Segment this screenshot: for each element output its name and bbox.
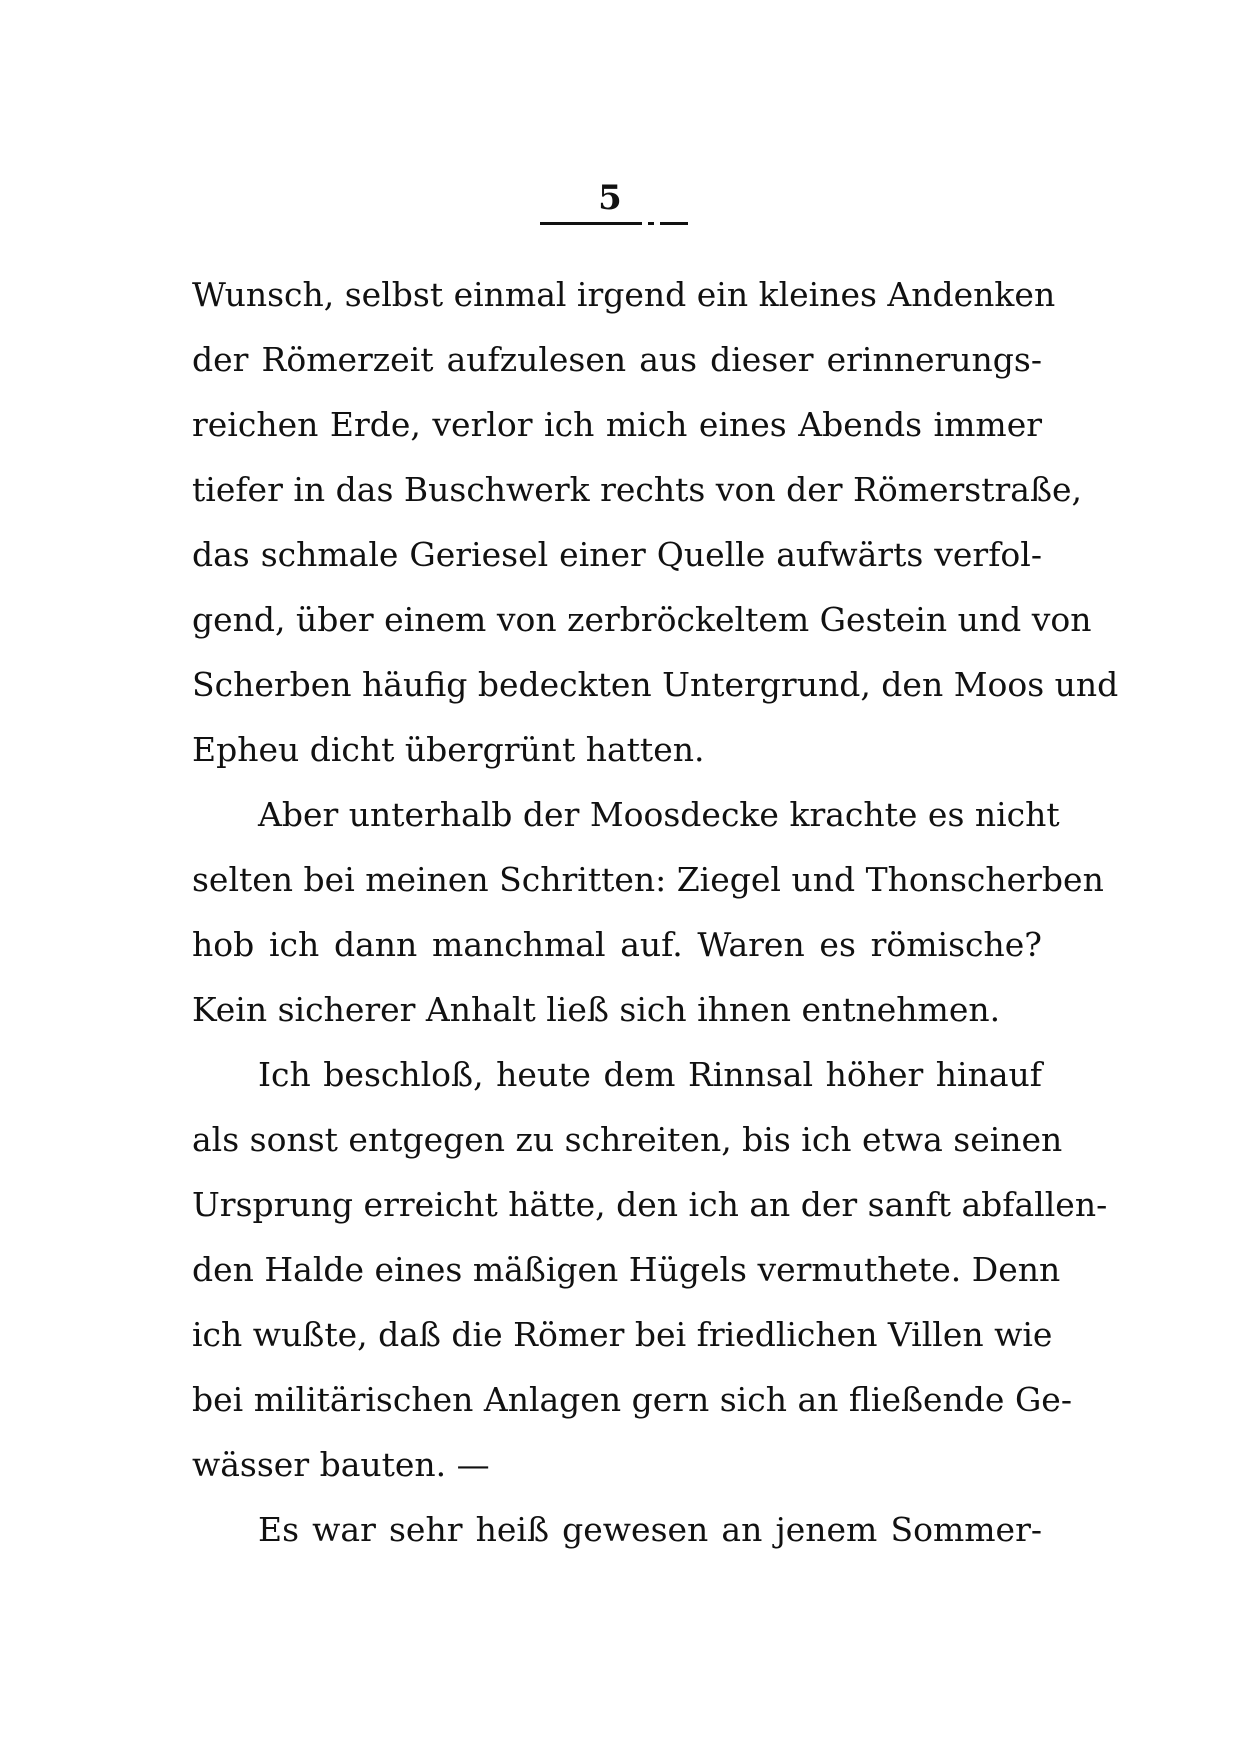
- text-line: Kein sicherer Anhalt ließ sich ihnen entnehmen.: [192, 990, 1001, 1029]
- text-line: Epheu dicht übergrünt hatten.: [192, 730, 705, 769]
- text-line: reichen Erde, verlor ich mich eines Abends immer: [192, 405, 1042, 444]
- text-line: als sonst entgegen zu schreiten, bis ich etwa seinen: [192, 1120, 1063, 1159]
- text-line: tiefer in das Buschwerk rechts von der Römerstraße,: [192, 470, 1083, 509]
- text-line: hob ich dann manchmal auf. Waren es römische?: [192, 925, 1042, 964]
- text-line: Es war sehr heiß gewesen an jenem Sommer-: [258, 1510, 1042, 1549]
- text-line: selten bei meinen Schritten: Ziegel und Thonscherben: [192, 860, 1104, 899]
- text-line: wässer bauten. —: [192, 1445, 490, 1484]
- body-text: [192, 262, 1119, 1562]
- header-rule-dash: [660, 222, 688, 225]
- text-line: gend, über einem von zerbröckeltem Gestein und von: [192, 600, 1092, 639]
- text-line: Ich beschloß, heute dem Rinnsal höher hinauf: [258, 1055, 1042, 1094]
- text-line: das schmale Geriesel einer Quelle aufwärts verfol-: [192, 535, 1042, 574]
- text-line: Ursprung erreicht hätte, den ich an der sanft abfallen-: [192, 1185, 1108, 1224]
- header-rule: [540, 222, 642, 225]
- text-line: der Römerzeit aufzulesen aus dieser erinnerungs-: [192, 340, 1042, 379]
- page-number: 5: [598, 178, 622, 218]
- text-line: bei militärischen Anlagen gern sich an fließende Ge-: [192, 1380, 1072, 1419]
- text-line: Aber unterhalb der Moosdecke krachte es nicht: [258, 795, 1060, 834]
- text-line: den Halde eines mäßigen Hügels vermuthete. Denn: [192, 1250, 1061, 1289]
- text-line: Wunsch, selbst einmal irgend ein kleines Andenken: [192, 275, 1056, 314]
- text-line: Scherben häufig bedeckten Untergrund, den Moos und: [192, 665, 1119, 704]
- text-line: ich wußte, daß die Römer bei friedlichen Villen wie: [192, 1315, 1053, 1354]
- header-rule-dot: [648, 222, 654, 225]
